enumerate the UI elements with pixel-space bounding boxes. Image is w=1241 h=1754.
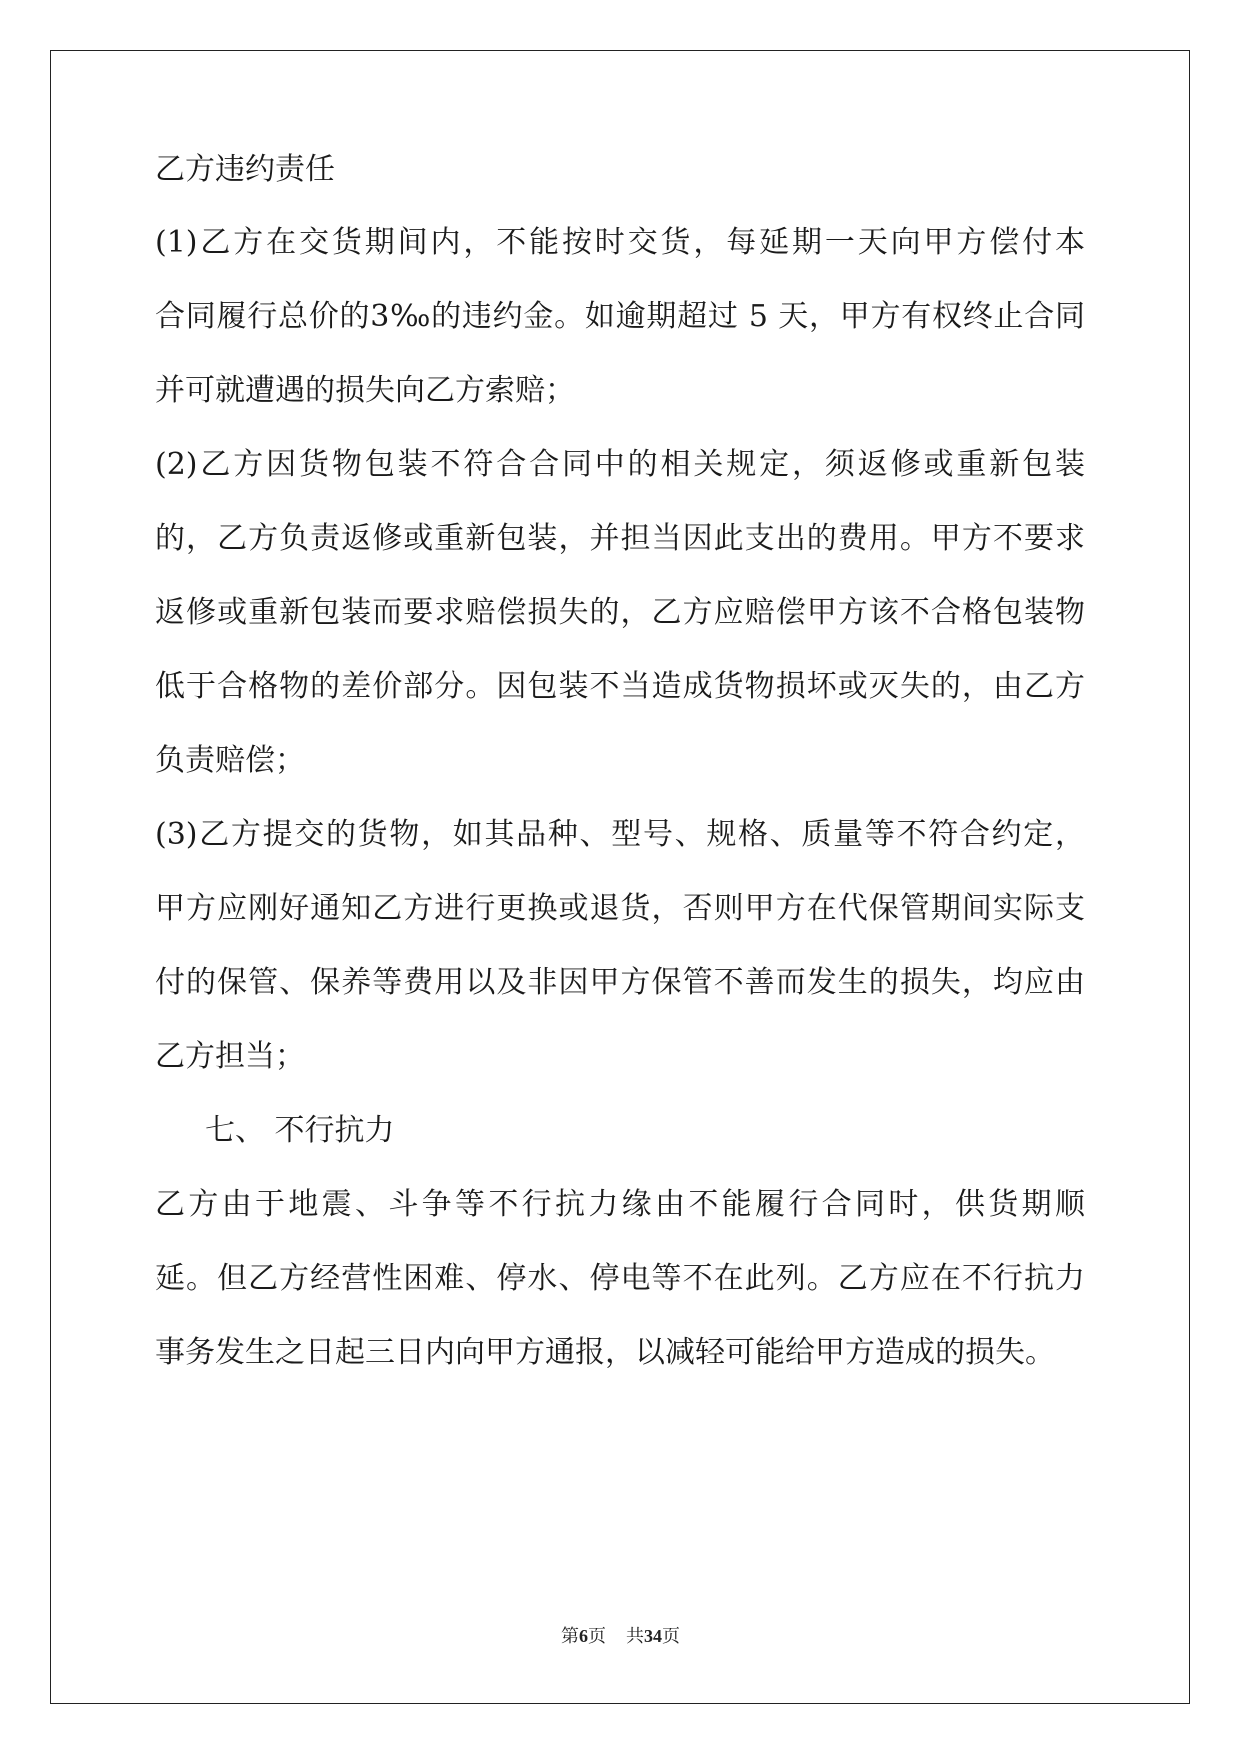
total-pages-number: 34 — [644, 1626, 662, 1646]
paragraph-line: 事务发生之日起三日内向甲方通报，以减轻可能给甲方造成的损失。 — [155, 1335, 1055, 1370]
section-heading-force-majeure: 七、 不行抗力 — [205, 1113, 395, 1148]
page-footer — [0, 1624, 1241, 1648]
footer-page-unit: 页 — [588, 1626, 606, 1646]
paragraph-line: 甲方应刚好通知乙方进行更换或退货，否则甲方在代保管期间实际支 — [155, 891, 1085, 926]
paragraph-line: 付的保管、保养等费用以及非因甲方保管不善而发生的损失，均应由 — [155, 965, 1085, 1000]
paragraph-line: (2)乙方因货物包装不符合合同中的相关规定，须返修或重新包装 — [155, 447, 1085, 482]
paragraph-line: (1)乙方在交货期间内，不能按时交货，每延期一天向甲方偿付本 — [155, 225, 1085, 260]
current-page-number: 6 — [579, 1626, 588, 1646]
paragraph-line: 乙方由于地震、斗争等不行抗力缘由不能履行合同时，供货期顺 — [155, 1187, 1085, 1222]
paragraph-line: 负责赔偿； — [155, 743, 305, 778]
paragraph-line: 的，乙方负责返修或重新包装，并担当因此支出的费用。甲方不要求 — [155, 521, 1085, 556]
paragraph-line: 返修或重新包装而要求赔偿损失的，乙方应赔偿甲方该不合格包装物 — [155, 595, 1085, 630]
paragraph-line: 并可就遭遇的损失向乙方索赔； — [155, 373, 575, 408]
footer-total-prefix: 共 — [626, 1626, 644, 1646]
paragraph-line: (3)乙方提交的货物，如其品种、型号、规格、质量等不符合约定， — [155, 817, 1085, 852]
paragraph-line: 低于合格物的差价部分。因包装不当造成货物损坏或灭失的，由乙方 — [155, 669, 1085, 704]
paragraph-line: 延。但乙方经营性困难、停水、停电等不在此列。乙方应在不行抗力 — [155, 1261, 1085, 1296]
footer-total-unit: 页 — [662, 1626, 680, 1646]
paragraph-line: 乙方担当； — [155, 1039, 305, 1074]
footer-prefix: 第 — [561, 1626, 579, 1646]
paragraph-line: 合同履行总价的3‰的违约金。如逾期超过 5 天，甲方有权终止合同 — [155, 299, 1085, 334]
heading-breach-liability: 乙方违约责任 — [155, 152, 335, 187]
